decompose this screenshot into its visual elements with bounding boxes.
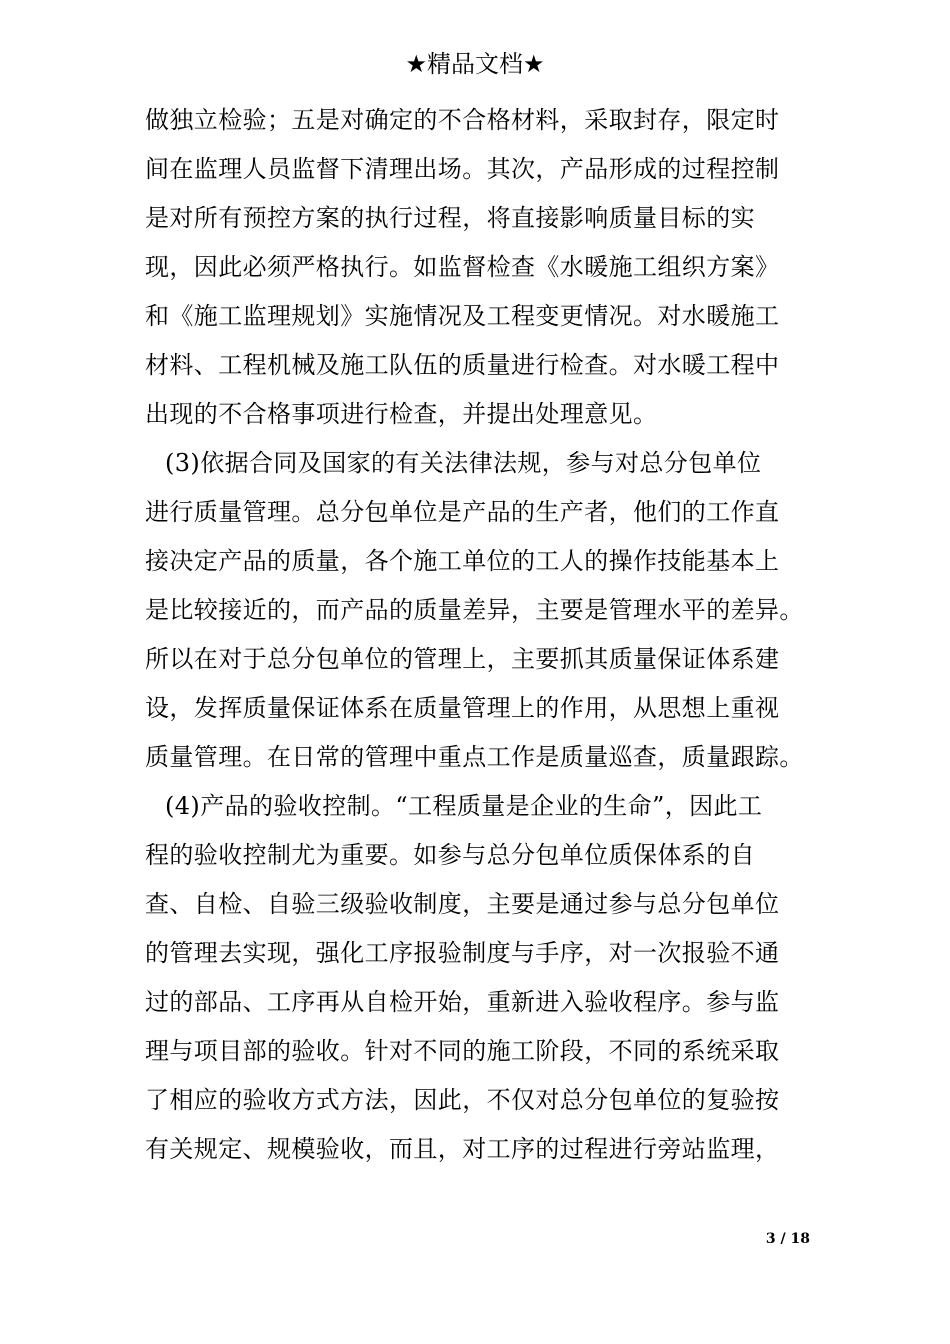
page-number: 3 / 18 (765, 1231, 810, 1247)
body-line-10: 接决定产品的质量，各个施工单位的工人的操作技能基本上 (145, 547, 780, 575)
document-body (145, 96, 810, 1174)
body-line-19: 过的部品、工序再从自检开始，重新进入验收程序。参与监 (145, 988, 780, 1016)
body-line-3: 是对所有预控方案的执行过程，将直接影响质量目标的实 (145, 204, 755, 232)
body-line-22: 有关规定、规模验收，而且，对工序的过程进行旁站监理， (145, 1135, 780, 1163)
body-line-9: 进行质量管理。总分包单位是产品的生产者，他们的工作直 (145, 498, 780, 526)
body-line-17: 查、自检、自验三级验收制度，主要是通过参与总分包单位 (145, 890, 780, 918)
body-line-11: 是比较接近的，而产品的质量差异，主要是管理水平的差异。 (145, 596, 804, 624)
body-line-20: 理与项目部的验收。针对不同的施工阶段，不同的系统采取 (145, 1037, 780, 1065)
paragraph-4-start: (4)产品的验收控制。“工程质量是企业的生命”，因此工 (165, 792, 763, 820)
body-line-16: 程的验收控制尤为重要。如参与总分包单位质保体系的自 (145, 841, 755, 869)
body-line-21: 了相应的验收方式方法，因此，不仅对总分包单位的复验按 (145, 1086, 780, 1114)
body-line-4: 现，因此必须严格执行。如监督检查《水暖施工组织方案》 (145, 253, 780, 281)
body-line-13: 设，发挥质量保证体系在质量管理上的作用，从思想上重视 (145, 694, 780, 722)
body-line-12: 所以在对于总分包单位的管理上，主要抓其质量保证体系建 (145, 645, 780, 673)
page-header-title: ★精品文档★ (405, 50, 545, 78)
body-line-1: 做独立检验；五是对确定的不合格材料，采取封存，限定时 (145, 106, 780, 134)
body-line-14: 质量管理。在日常的管理中重点工作是质量巡查，质量跟踪。 (145, 743, 804, 771)
body-line-5: 和《施工监理规划》实施情况及工程变更情况。对水暖施工 (145, 302, 780, 330)
body-line-2: 间在监理人员监督下清理出场。其次，产品形成的过程控制 (145, 155, 780, 183)
paragraph-3-start: (3)依据合同及国家的有关法律法规，参与对总分包单位 (165, 449, 762, 477)
body-line-18: 的管理去实现，强化工序报验制度与手序，对一次报验不通 (145, 939, 780, 967)
body-line-6: 材料、工程机械及施工队伍的质量进行检查。对水暖工程中 (145, 351, 780, 379)
body-line-7: 出现的不合格事项进行检查，并提出处理意见。 (145, 400, 658, 428)
